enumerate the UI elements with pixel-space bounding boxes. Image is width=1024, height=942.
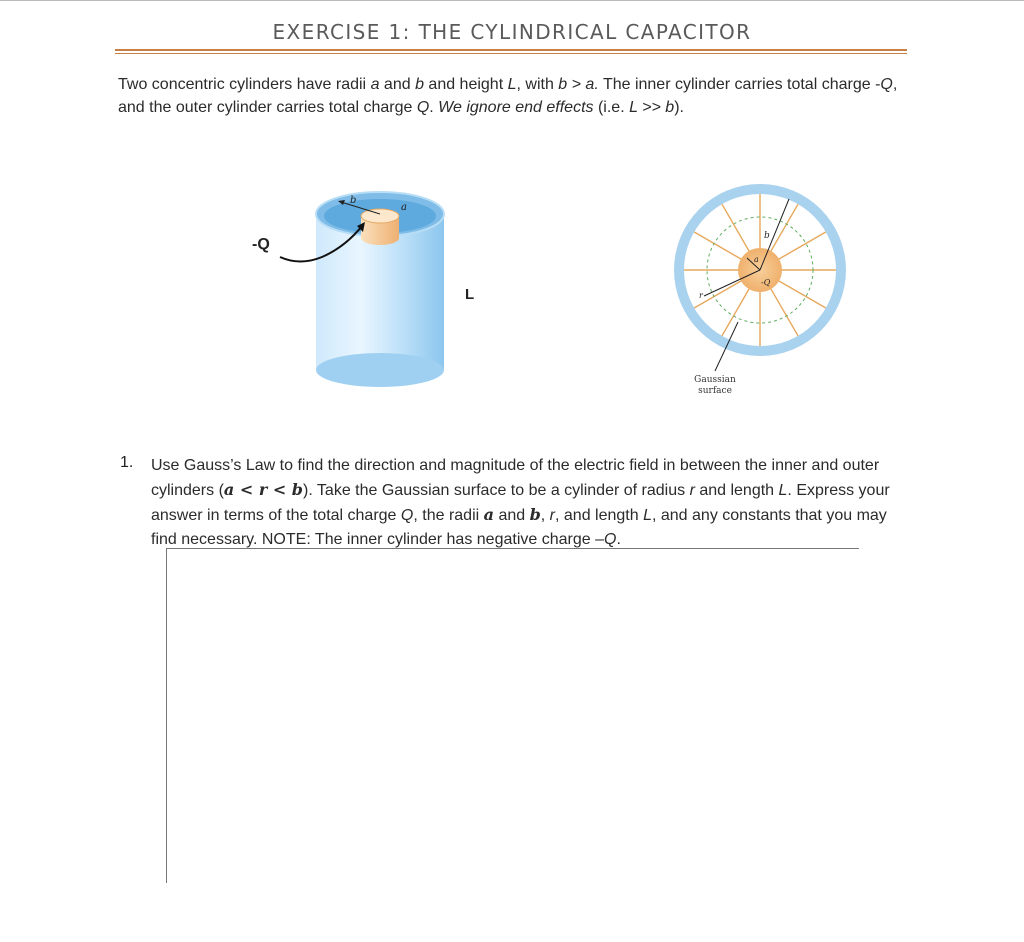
charge-minus-q-label: -Q	[252, 236, 270, 253]
cs-r-label: r	[699, 291, 703, 300]
radius-a-label: a	[401, 202, 407, 213]
gaussian-caption-line2: surface	[698, 386, 732, 396]
cs-b-label: b	[764, 231, 770, 241]
exercise-title: EXERCISE 1: THE CYLINDRICAL CAPACITOR	[272, 20, 752, 44]
question-number: 1.	[120, 454, 134, 471]
cylinder-figure	[252, 192, 474, 387]
cross-section-figure	[674, 184, 846, 396]
answer-box[interactable]	[166, 548, 859, 883]
length-l-label: L	[465, 286, 475, 303]
intro-paragraph: Two concentric cylinders have radii a and b and height L, with b > a. The inner cylinder carries total charge -Q, and the outer cylinder carries total charge Q. We ignore end effects (i.e. L >> b).	[118, 76, 898, 116]
question-text: Use Gauss’s Law to find the direction and magnitude of the electric field in between the inner and outer cylinders (a < r < b). Take the Gaussian surface to be a cylinder of radius r and length L. Express your answer in terms of the total charge Q, the radii a and b, r, and length L, and any constants that you may find necessary. NOTE: The inner cylinder has negative charge –Q.	[151, 457, 890, 548]
cs-charge-label: -Q	[761, 278, 771, 287]
gaussian-caption-line1: Gaussian	[694, 375, 736, 385]
radius-b-label: b	[350, 195, 357, 206]
cs-a-label: a	[754, 255, 759, 264]
outer-cylinder-bottom	[316, 353, 444, 387]
inner-cylinder-top	[361, 209, 399, 223]
